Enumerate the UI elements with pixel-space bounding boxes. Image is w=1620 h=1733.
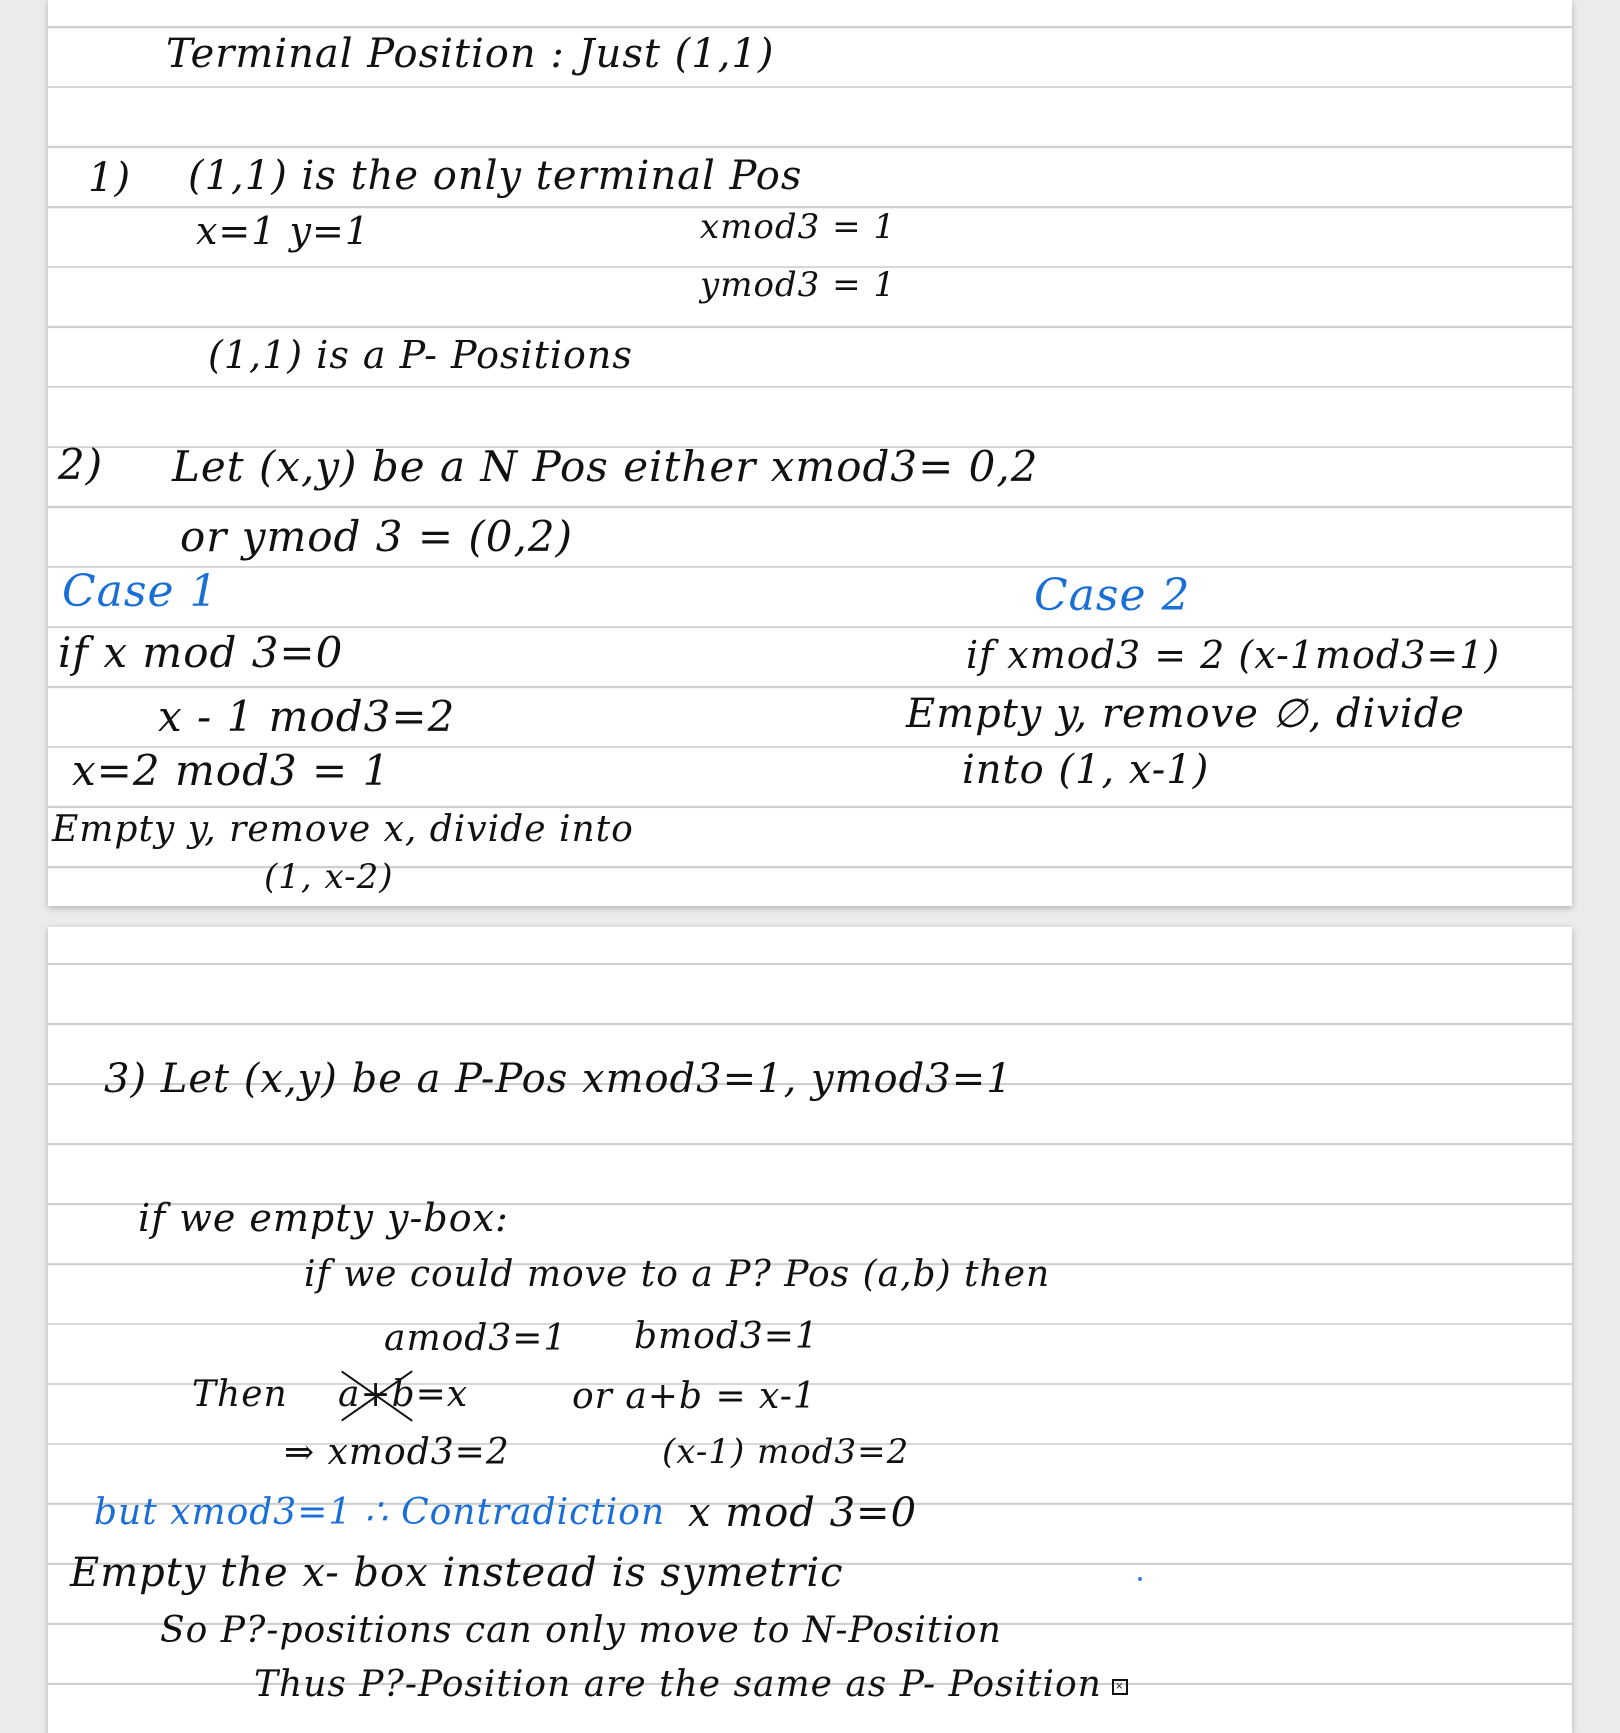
section-3-xmod-zero: x mod 3=0	[688, 1490, 918, 1536]
section-1-line-1: (1,1) is the only terminal Pos	[188, 153, 803, 199]
section-3-sum-x	[338, 1374, 469, 1415]
note-page-1	[48, 0, 1572, 906]
section-3-line-1: 3) Let (x,y) be a P-Pos xmod3=1, ymod3=1	[104, 1056, 1013, 1102]
section-3-then: Then	[192, 1374, 288, 1415]
section-3-bmod: bmod3=1	[634, 1316, 819, 1357]
case-1-label: Case 1	[62, 566, 219, 617]
section-3-amod: amod3=1	[384, 1318, 568, 1359]
case-1-line-3: x=2 mod3 = 1	[72, 746, 391, 795]
section-3-sum-x-minus-1: or a+b = x-1	[572, 1376, 817, 1417]
case-2-line-3: into (1, x-1)	[962, 747, 1210, 793]
section-3-moves: So P?-positions can only move to N-Position	[160, 1610, 1002, 1651]
section-2-line-1: Let (x,y) be a N Pos either xmod3= 0,2	[172, 442, 1039, 491]
qed-box-icon: ×	[1112, 1679, 1128, 1695]
conclusion-text: Thus P?-Position are the same as P- Position	[254, 1664, 1102, 1705]
section-2-number: 2)	[58, 440, 104, 489]
section-3-line-3: if we could move to a P? Pos (a,b) then	[304, 1254, 1051, 1295]
stray-dot	[1138, 1577, 1142, 1581]
section-3-conclusion	[254, 1664, 1128, 1705]
section-1-ymod: ymod3 = 1	[700, 265, 897, 305]
case-1-line-2: x - 1 mod3=2	[158, 692, 456, 741]
case-2-label: Case 2	[1034, 570, 1191, 621]
crossed-out-a-plus-b: a+b	[338, 1374, 416, 1415]
section-3-contradiction: but xmod3=1 ∴ Contradiction	[94, 1492, 666, 1533]
section-1-number: 1)	[88, 155, 132, 201]
case-1-line-4: Empty y, remove x, divide into	[52, 809, 634, 850]
section-3-line-2: if we empty y-box:	[138, 1196, 509, 1240]
note-page-2	[48, 927, 1572, 1733]
section-3-symmetric: Empty the x- box instead is symetric	[70, 1550, 844, 1596]
section-1-line-2: x=1 y=1	[196, 209, 371, 253]
section-2-line-2: or ymod 3 = (0,2)	[180, 512, 573, 561]
case-2-line-2: Empty y, remove ∅, divide	[906, 691, 1465, 737]
case-2-line-1: if xmod3 = 2 (x-1mod3=1)	[966, 633, 1501, 677]
section-3-x-minus-1-mod: (x-1) mod3=2	[662, 1432, 910, 1472]
sum-equals-x: =x	[415, 1374, 469, 1415]
case-1-line-5: (1, x-2)	[264, 857, 394, 897]
case-1-line-1: if x mod 3=0	[58, 628, 344, 677]
page-title: Terminal Position : Just (1,1)	[166, 31, 775, 77]
section-3-implies: ⇒ xmod3=2	[284, 1432, 510, 1473]
section-1-xmod: xmod3 = 1	[700, 207, 897, 247]
section-1-conclusion: (1,1) is a P- Positions	[208, 333, 633, 377]
